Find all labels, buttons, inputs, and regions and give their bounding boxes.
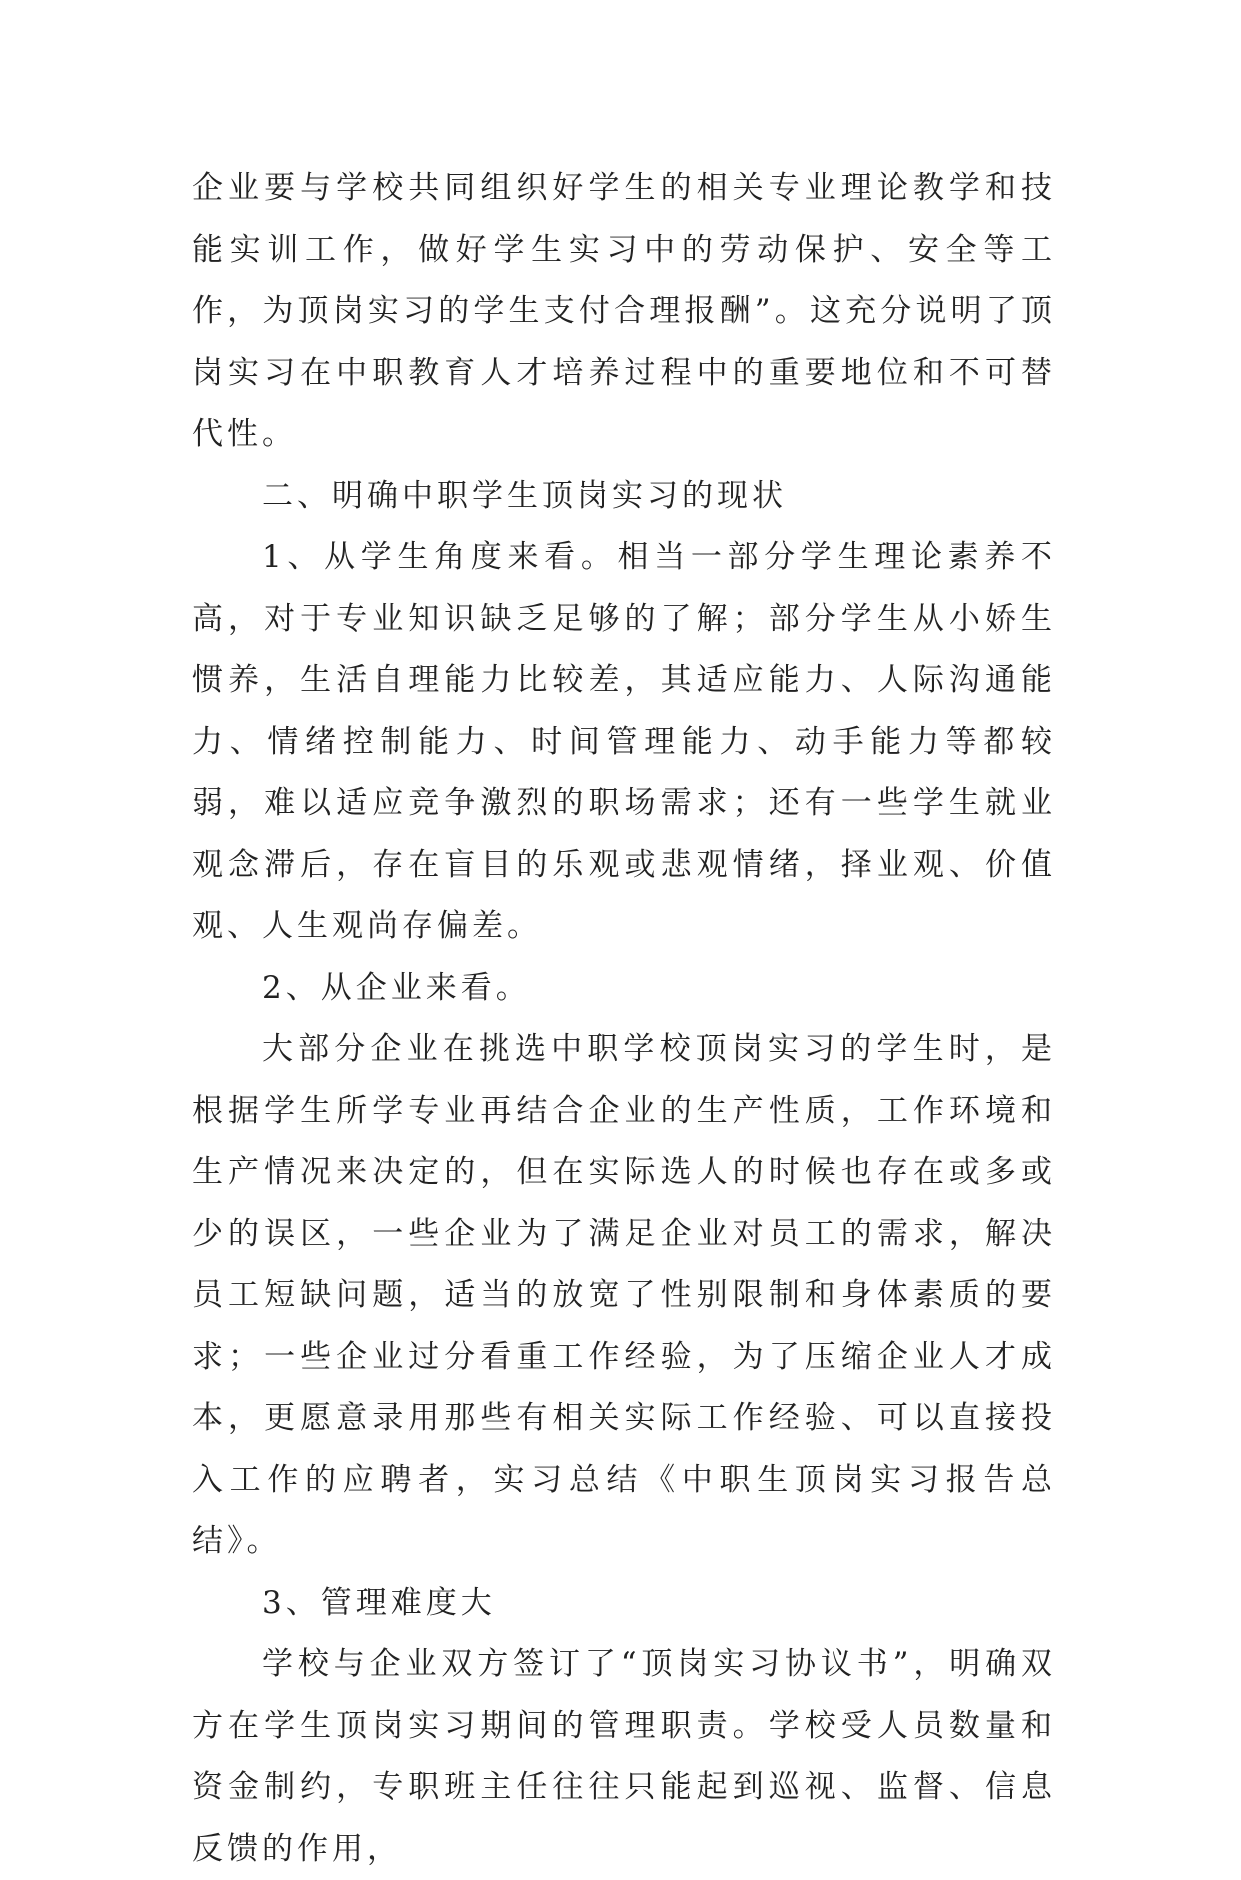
paragraph-continuation: 企业要与学校共同组织好学生的相关专业理论教学和技能实训工作，做好学生实习中的劳动保护、安全等工作，为顶岗实习的学生支付合理报酬”。这充分说明了顶岗实习在中职教育人才培养过程中的重要地位和不可替代性。 [192,170,1056,452]
section-heading-status: 二、明确中职学生顶岗实习的现状 [262,477,787,514]
document-body [192,158,1056,1880]
subheading-management: 3、管理难度大 [262,1584,496,1621]
paragraph-student-perspective: 1、从学生角度来看。相当一部分学生理论素养不高，对于专业知识缺乏足够的了解；部分学生从小娇生惯养，生活自理能力比较差，其适应能力、人际沟通能力、情绪控制能力、时间管理能力、动手能力等都较弱，难以适应竞争激烈的职场需求；还有一些学生就业观念滞后，存在盲目的乐观或悲观情绪，择业观、价值观、人生观尚存偏差。 [192,539,1056,944]
paragraph-management: 学校与企业双方签订了“顶岗实习协议书”，明确双方在学生顶岗实习期间的管理职责。学校受人员数量和资金制约，专职班主任往往只能起到巡视、监督、信息反馈的作用， [192,1646,1056,1867]
subheading-enterprise: 2、从企业来看。 [262,969,531,1006]
paragraph-enterprise: 大部分企业在挑选中职学校顶岗实习的学生时，是根据学生所学专业再结合企业的生产性质，工作环境和生产情况来决定的，但在实际选人的时候也存在或多或少的误区，一些企业为了满足企业对员工的需求，解决员工短缺问题，适当的放宽了性别限制和身体素质的要求；一些企业过分看重工作经验，为了压缩企业人才成本，更愿意录用那些有相关实际工作经验、可以直接投入工作的应聘者，实习总结《中职生顶岗实习报告总结》。 [192,1031,1056,1559]
